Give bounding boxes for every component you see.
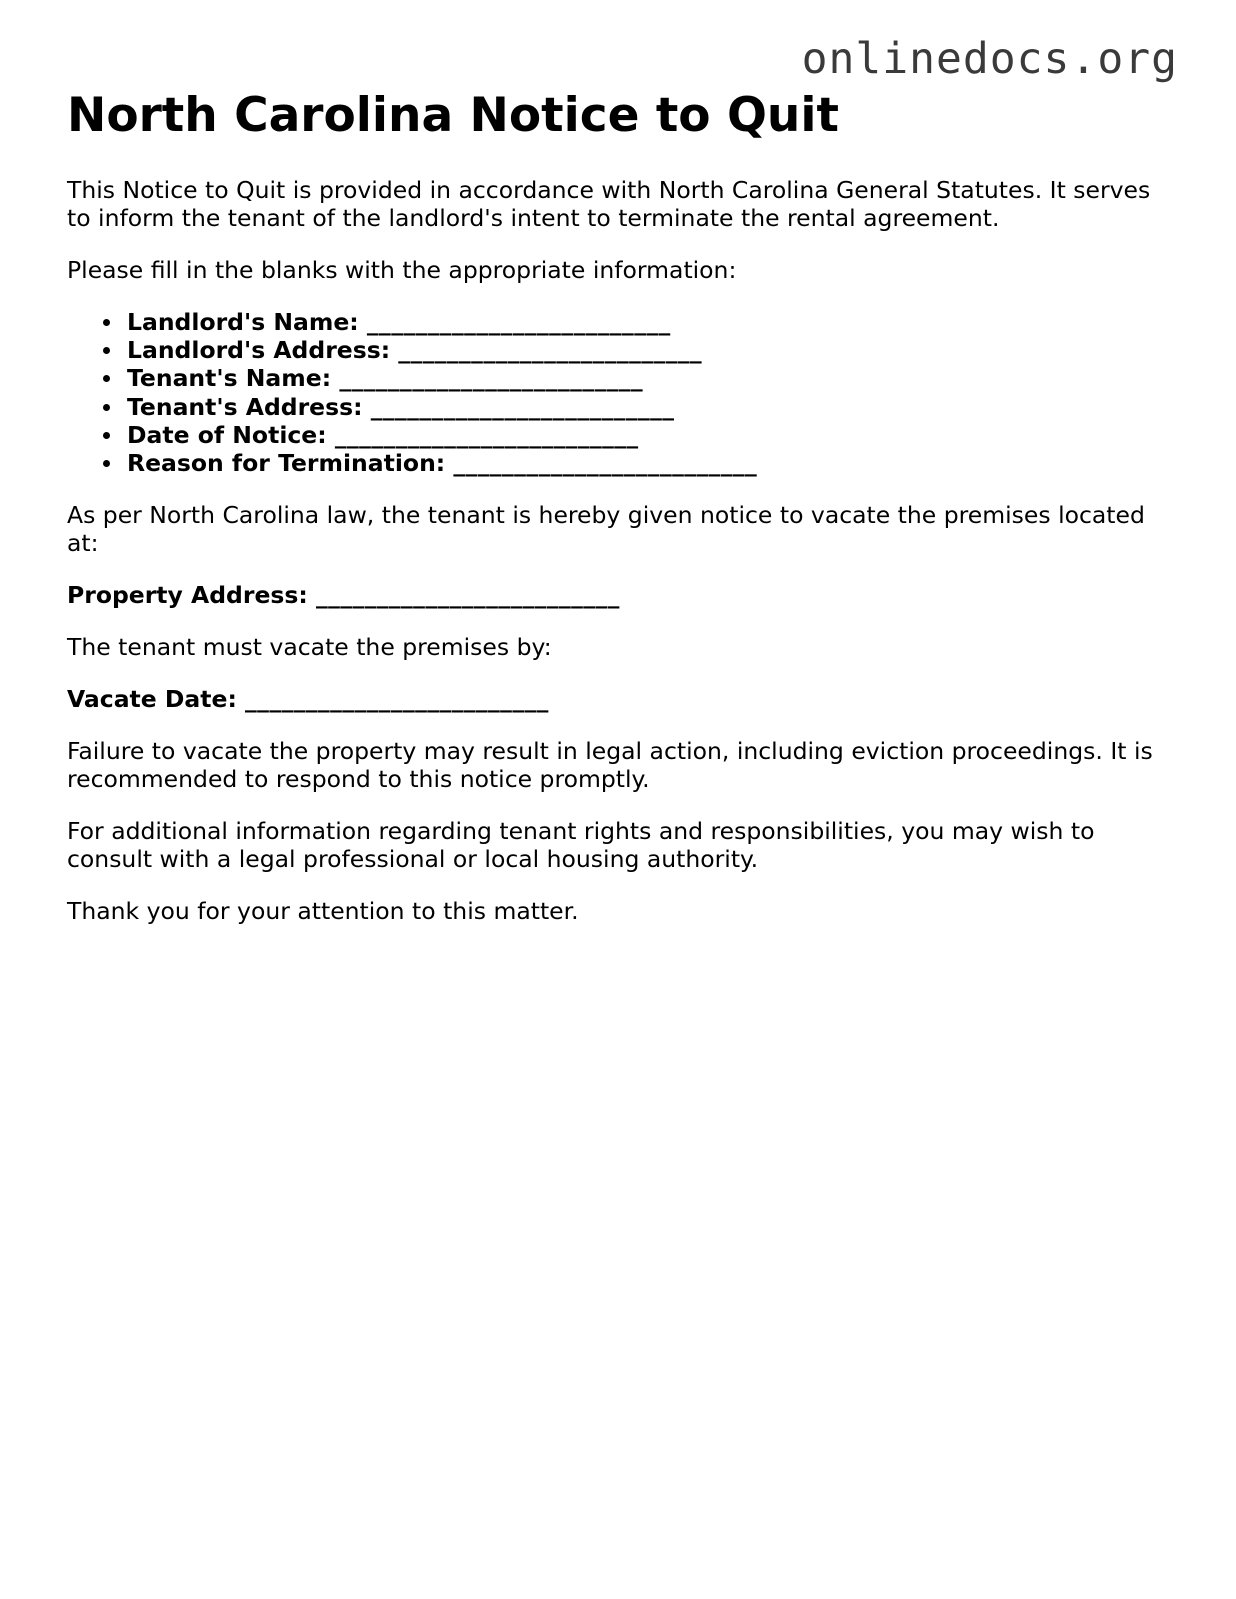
field-label: Date of Notice: <box>127 420 327 449</box>
warning-paragraph: Failure to vacate the property may result in legal action, including eviction proceedings. It is recommended to respond to this notice promptly. <box>67 737 1153 794</box>
instructions-paragraph: Please fill in the blanks with the appropriate information: <box>67 256 737 284</box>
field-tenant-name <box>103 364 1177 392</box>
vacate-date-line <box>67 685 1177 713</box>
vacate-by-paragraph: The tenant must vacate the premises by: <box>67 633 552 662</box>
watermark-logo: onlinedocs.org <box>801 34 1178 84</box>
vacate-date-label: Vacate Date: <box>67 685 237 714</box>
blank-line[interactable]: _________________________ <box>315 581 620 610</box>
blank-line[interactable]: _________________________ <box>453 449 758 478</box>
field-label: Tenant's Address: <box>127 392 363 421</box>
field-label: Landlord's Address: <box>127 336 391 365</box>
field-tenant-address <box>103 393 1177 421</box>
field-label: Tenant's Name: <box>127 364 332 393</box>
field-landlord-address <box>103 336 1177 364</box>
thanks-paragraph: Thank you for your attention to this matter. <box>67 897 579 926</box>
field-date-of-notice <box>103 421 1177 449</box>
blank-line[interactable]: _________________________ <box>370 392 675 421</box>
blank-line[interactable]: _________________________ <box>366 308 671 336</box>
field-label: Reason for Termination: <box>127 449 446 478</box>
fields-list <box>67 308 1177 477</box>
field-reason-for-termination <box>103 449 1177 477</box>
document-body <box>67 88 1177 925</box>
field-label: Landlord's Name: <box>127 308 359 336</box>
field-landlord-name <box>103 308 1177 336</box>
premises-paragraph: As per North Carolina law, the tenant is hereby given notice to vacate the premises located at: <box>67 501 1145 558</box>
consult-paragraph: For additional information regarding tenant rights and responsibilities, you may wish to consult with a legal professional or local housing authority. <box>67 817 1095 874</box>
blank-line[interactable]: _________________________ <box>334 420 639 449</box>
document-title: North Carolina Notice to Quit <box>67 88 839 143</box>
property-address-line <box>67 581 1177 609</box>
property-address-label: Property Address: <box>67 581 308 610</box>
blank-line[interactable]: _________________________ <box>398 336 703 365</box>
blank-line[interactable]: _________________________ <box>339 364 644 393</box>
blank-line[interactable]: _________________________ <box>245 685 549 714</box>
intro-paragraph: This Notice to Quit is provided in accordance with North Carolina General Statutes. It serves to inform the tenant of the landlord's intent to terminate the rental agreement. <box>67 176 1151 232</box>
